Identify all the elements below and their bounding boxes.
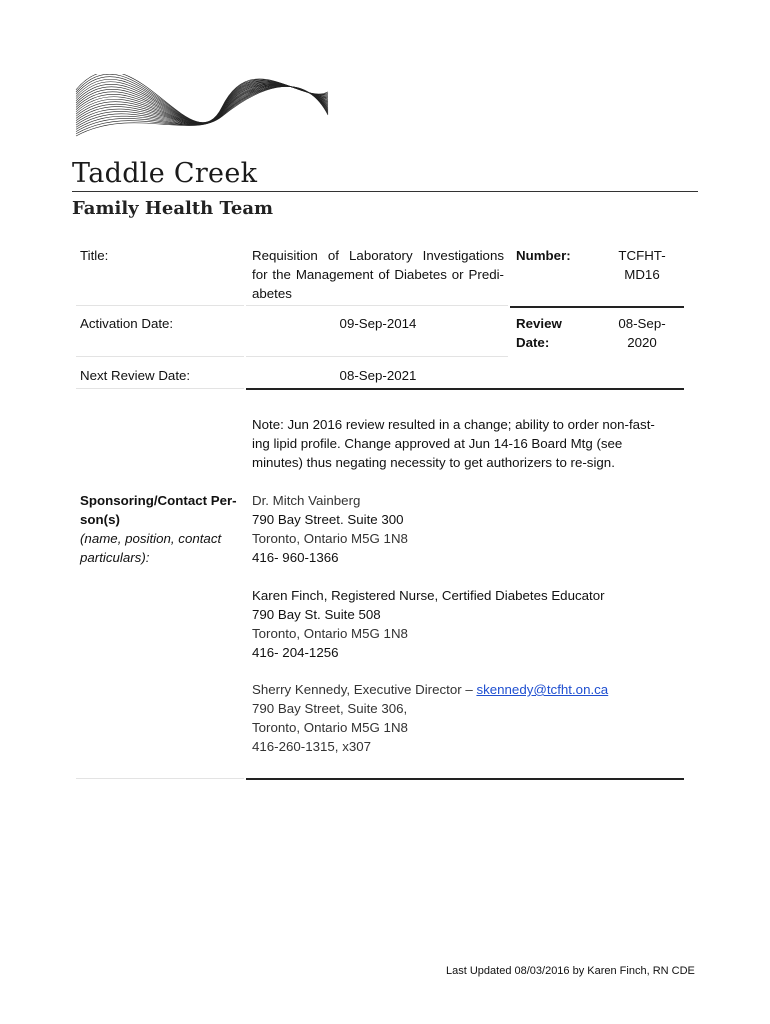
number-line: MD16 <box>624 267 660 282</box>
row-divider <box>246 388 684 390</box>
next-review-label: Next Review Date: <box>80 368 191 383</box>
row-divider <box>76 388 244 389</box>
logo-wave-strand <box>76 86 328 133</box>
row-divider <box>76 778 244 779</box>
number-label: Number: <box>516 248 571 263</box>
row-divider <box>510 306 684 308</box>
sponsors-label-line: Sponsoring/Contact Per- <box>80 493 237 508</box>
contact-city: Toronto, Ontario M5G 1N8 <box>252 531 408 546</box>
taddle-creek-logo <box>72 74 332 156</box>
footer-last-updated: Last Updated 08/03/2016 by Karen Finch, RN CDE <box>446 965 695 977</box>
note-line: ing lipid profile. Change approved at Jun 14-16 Board Mtg (see <box>252 436 623 451</box>
row-divider <box>76 356 244 357</box>
sponsors-label <box>80 491 245 567</box>
contact-address: 790 Bay Street, Suite 306, <box>252 701 408 716</box>
contact-phone: 416- 960-1366 <box>252 550 339 565</box>
contact-name: Sherry Kennedy, Executive Director – <box>252 682 477 697</box>
contact-phone: 416- 204-1256 <box>252 645 339 660</box>
contact-block-3 <box>252 680 608 756</box>
email-link[interactable]: skennedy@tcfht.on.ca <box>476 682 609 697</box>
activation-label: Activation Date: <box>80 316 174 331</box>
row-divider <box>246 356 508 357</box>
contact-name: Dr. Mitch Vainberg <box>252 493 361 508</box>
header-divider <box>72 191 698 192</box>
row-divider <box>76 305 244 306</box>
activation-value: 09-Sep-2014 <box>339 316 417 331</box>
contact-city: Toronto, Ontario M5G 1N8 <box>252 626 408 641</box>
logo-wave-strand <box>76 77 328 123</box>
contact-name-line <box>252 680 608 699</box>
org-name: Taddle Creek <box>72 158 258 189</box>
review-label-line: Date: <box>516 335 550 350</box>
title-line: abetes <box>252 286 292 301</box>
title-value <box>252 246 504 303</box>
logo-wave-strand <box>76 83 328 124</box>
logo-wave-strand <box>76 83 328 123</box>
logo-wave-strand <box>76 86 328 125</box>
review-value-line: 2020 <box>627 335 657 350</box>
note-line: Note: Jun 2016 review resulted in a change; ability to order non-fast- <box>252 417 655 432</box>
row-divider <box>246 778 684 780</box>
org-subtitle: Family Health Team <box>72 198 274 219</box>
logo-wave-strand <box>76 74 328 123</box>
logo-wave-strand <box>76 85 328 124</box>
contact-address: 790 Bay St. Suite 508 <box>252 607 381 622</box>
next-review-value: 08-Sep-2021 <box>339 368 417 383</box>
sponsors-label-italic: particulars): <box>80 550 150 565</box>
contact-block-1 <box>252 491 408 567</box>
contact-block-2 <box>252 586 605 662</box>
sponsors-label-italic: (name, position, contact <box>80 531 222 546</box>
number-line: TCFHT- <box>618 248 666 263</box>
contact-name: Karen Finch, Registered Nurse, Certified Diabetes Educator <box>252 588 605 603</box>
contact-address: 790 Bay Street. Suite 300 <box>252 512 404 527</box>
review-note <box>252 415 682 472</box>
review-date-label <box>516 314 562 352</box>
contact-phone: 416-260-1315, x307 <box>252 739 372 754</box>
title-line: for the Management of Diabetes or Predi- <box>252 267 504 282</box>
logo-wave-strand <box>76 74 328 123</box>
logo-wave-strand <box>76 87 328 136</box>
note-line: minutes) thus negating necessity to get authorizers to re-sign. <box>252 455 615 470</box>
row-divider <box>246 305 508 306</box>
title-line: Requisition of Laboratory Investigations <box>252 248 504 263</box>
review-date-value <box>600 314 684 352</box>
review-value-line: 08-Sep- <box>618 316 666 331</box>
review-label-line: Review <box>516 316 562 331</box>
sponsors-label-line: son(s) <box>80 512 120 527</box>
title-label: Title: <box>80 248 109 263</box>
logo-wave-strand <box>76 84 328 124</box>
number-value <box>600 246 684 284</box>
contact-city: Toronto, Ontario M5G 1N8 <box>252 720 408 735</box>
